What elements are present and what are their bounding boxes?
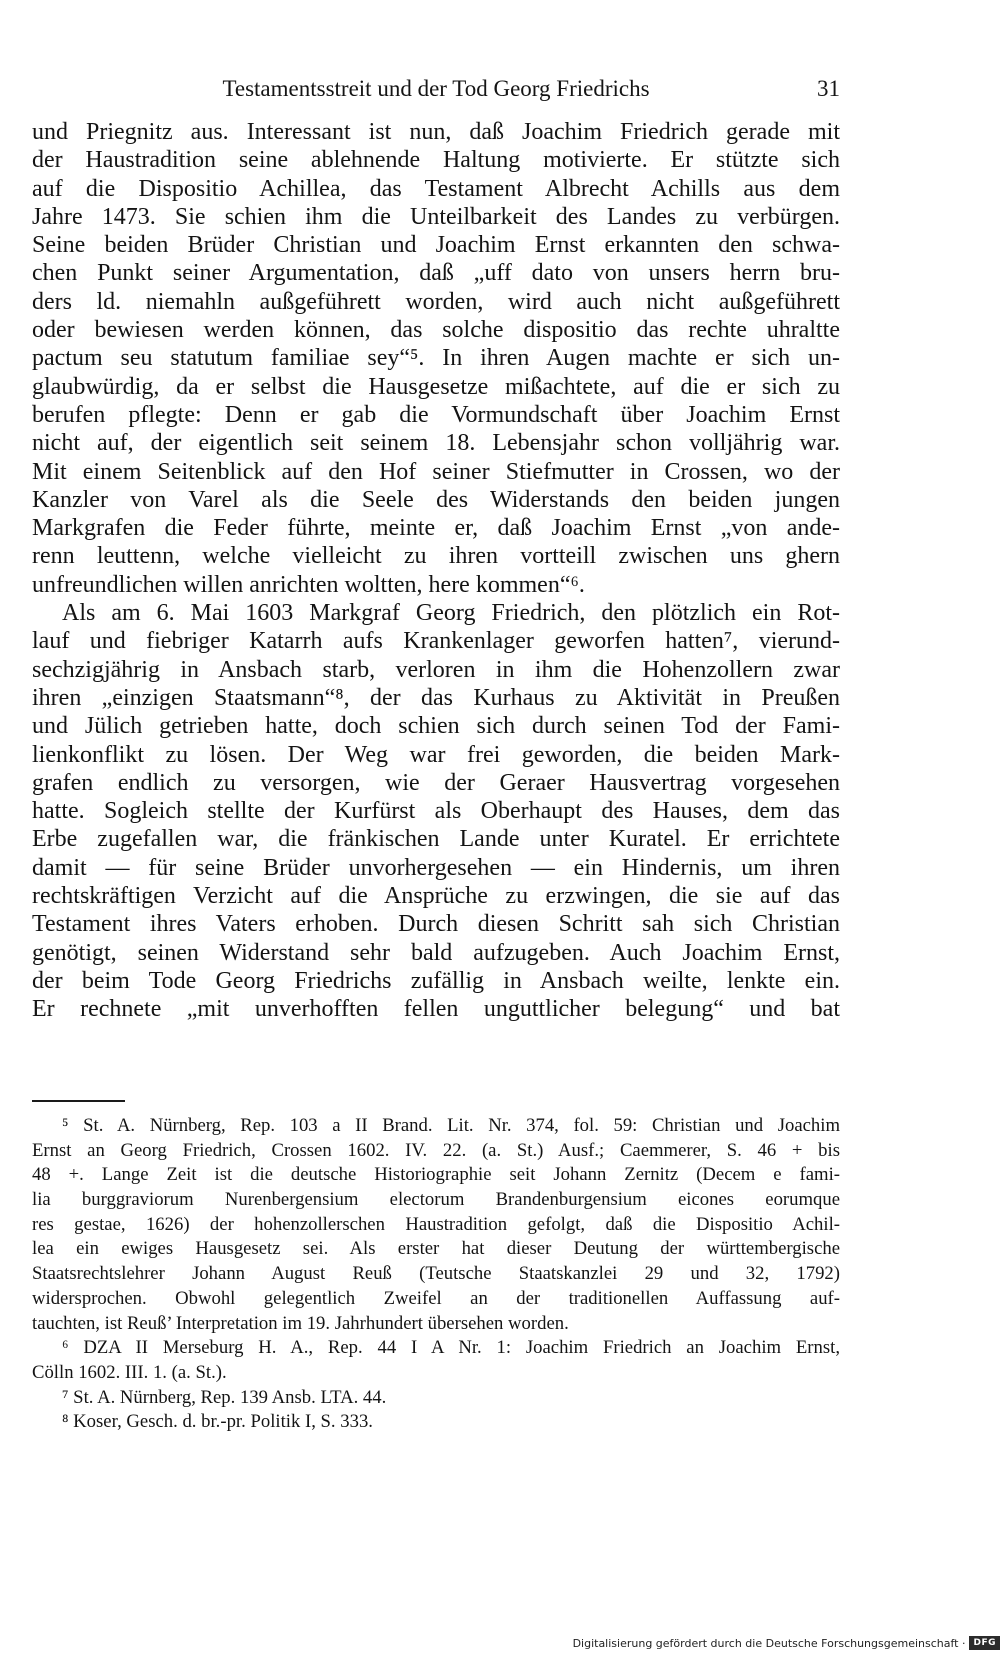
text-line: Testament ihres Vaters erhoben. Durch diesen Schritt sah sich Christian xyxy=(32,911,840,938)
footnotes xyxy=(32,1114,840,1435)
text-line: Mit einem Seitenblick auf den Hof seiner Stiefmutter in Crossen, wo der xyxy=(32,458,840,485)
text-line: renn leuttenn, welche vielleicht zu ihren vortteill zwischen uns ghern xyxy=(32,543,840,570)
footnote-line: lea ein ewiges Hausgesetz sei. Als erster hat dieser Deutung der württembergische xyxy=(32,1238,840,1260)
footnote-line: 48 +. Lange Zeit ist die deutsche Historiographie seit Johann Zernitz (Decem e fami- xyxy=(32,1164,840,1186)
footnote-line: ⁶ DZA II Merseburg H. A., Rep. 44 I A Nr. 1: Joachim Friedrich an Joachim Ernst, xyxy=(62,1337,840,1359)
text-line: ihren „einzigen Staatsmann“⁸, der das Kurhaus zu Aktivität in Preußen xyxy=(32,684,840,711)
text-line: rechtskräftigen Verzicht auf die Ansprüche zu erzwingen, die sie auf das xyxy=(32,883,840,910)
text-line: und Jülich getrieben hatte, doch schien sich durch seinen Tod der Fami- xyxy=(32,713,840,740)
text-line: Jahre 1473. Sie schien ihm die Unteilbarkeit des Landes zu verbürgen. xyxy=(32,203,840,230)
text-line: lauf und fiebriger Katarrh aufs Krankenlager geworfen hatten⁷, vierund- xyxy=(32,628,840,655)
text-line: der Haustradition seine ablehnende Haltung motivierte. Er stützte sich xyxy=(32,147,840,174)
text-line: Kanzler von Varel als die Seele des Widerstands den beiden jungen xyxy=(32,486,840,513)
text-line: ders ld. niemahln außgeführett worden, wird auch nicht außgeführett xyxy=(32,288,840,315)
text-line: hatte. Sogleich stellte der Kurfürst als Oberhaupt des Hauses, dem das xyxy=(32,798,840,825)
footnote-separator xyxy=(32,1100,125,1102)
dfg-logo: DFG xyxy=(969,1636,1000,1650)
funding-note: Digitalisierung gefördert durch die Deutsche Forschungsgemeinschaft · xyxy=(572,1636,966,1650)
footnote-line: Cölln 1602. III. 1. (a. St.). xyxy=(32,1361,227,1383)
text-line: und Priegnitz aus. Interessant ist nun, daß Joachim Friedrich gerade mit xyxy=(32,119,840,145)
running-title: Testamentsstreit und der Tod Georg Friedrichs xyxy=(222,76,650,101)
text-line: Er rechnete „mit unverhofften fellen unguttlicher belegung“ und bat xyxy=(32,996,840,1023)
page-number: 31 xyxy=(817,76,840,101)
text-line: Seine beiden Brüder Christian und Joachim Ernst erkannten den schwa- xyxy=(32,232,840,259)
footnote-line: lia burggraviorum Nurenbergensium electorum Brandenburgensium eicones eorumque xyxy=(32,1189,840,1211)
text-line: damit — für seine Brüder unvorhergesehen — ein Hindernis, um ihren xyxy=(32,854,840,881)
text-line: oder bewiesen werden können, das solche dispositio das rechte uhraltte xyxy=(32,317,840,344)
text-line: grafen endlich zu versorgen, wie der Geraer Hausvertrag vorgesehen xyxy=(32,769,840,796)
footnote-line: Ernst an Georg Friedrich, Crossen 1602. IV. 22. (a. St.) Ausf.; Caemmerer, S. 46 + bis xyxy=(32,1139,840,1161)
footnote-line: tauchten, ist Reuß’ Interpretation im 19. Jahrhundert übersehen worden. xyxy=(32,1312,569,1334)
text-line: Als am 6. Mai 1603 Markgraf Georg Friedrich, den plötzlich ein Rot- xyxy=(62,600,840,627)
footnote-line: ⁸ Koser, Gesch. d. br.-pr. Politik I, S. 333. xyxy=(62,1411,373,1433)
text-line: berufen pflegte: Denn er gab die Vormundschaft über Joachim Ernst xyxy=(32,401,840,428)
text-line: glaubwürdig, da er selbst die Hausgesetze mißachtete, auf die er sich zu xyxy=(32,373,840,400)
text-line: lienkonflikt zu lösen. Der Weg war frei geworden, die beiden Mark- xyxy=(32,741,840,768)
main-text xyxy=(32,118,840,1024)
footnote-line: Staatsrechtslehrer Johann August Reuß (Teutsche Staatskanzlei 29 und 32, 1792) xyxy=(32,1263,840,1285)
digitization-footer xyxy=(573,1633,1000,1653)
text-line: genötigt, seinen Widerstand sehr bald aufzugeben. Auch Joachim Ernst, xyxy=(32,939,840,966)
text-line: auf die Dispositio Achillea, das Testament Albrecht Achills aus dem xyxy=(32,175,840,202)
footnote-line: ⁷ St. A. Nürnberg, Rep. 139 Ansb. LTA. 44. xyxy=(62,1386,387,1408)
text-line: der beim Tode Georg Friedrichs zufällig in Ansbach weilte, lenkte ein. xyxy=(32,967,840,994)
text-line: Markgrafen die Feder führte, meinte er, daß Joachim Ernst „von ande- xyxy=(32,515,840,542)
text-line: sechzigjährig in Ansbach starb, verloren in ihm die Hohenzollern zwar xyxy=(32,656,840,683)
text-line: unfreundlichen willen anrichten woltten, here kommen“⁶. xyxy=(32,571,585,598)
footnote-line: ⁵ St. A. Nürnberg, Rep. 103 a II Brand. Lit. Nr. 374, fol. 59: Christian und Joachim xyxy=(62,1115,840,1136)
text-line: chen Punkt seiner Argumentation, daß „uff dato von unsers herrn bru- xyxy=(32,260,840,287)
footnote-line: widersprochen. Obwohl gelegentlich Zweifel an der traditionellen Auffassung auf- xyxy=(32,1287,840,1309)
text-line: pactum seu statutum familiae sey“⁵. In ihren Augen machte er sich un- xyxy=(32,345,840,372)
text-line: Erbe zugefallen war, die fränkischen Lande unter Kuratel. Er errichtete xyxy=(32,826,840,853)
footnote-line: res gestae, 1626) der hohenzollerschen Haustradition gefolgt, daß die Dispositio Achil- xyxy=(32,1213,840,1235)
text-line: nicht auf, der eigentlich seit seinem 18. Lebensjahr schon volljährig war. xyxy=(32,430,840,457)
running-header xyxy=(32,72,840,106)
